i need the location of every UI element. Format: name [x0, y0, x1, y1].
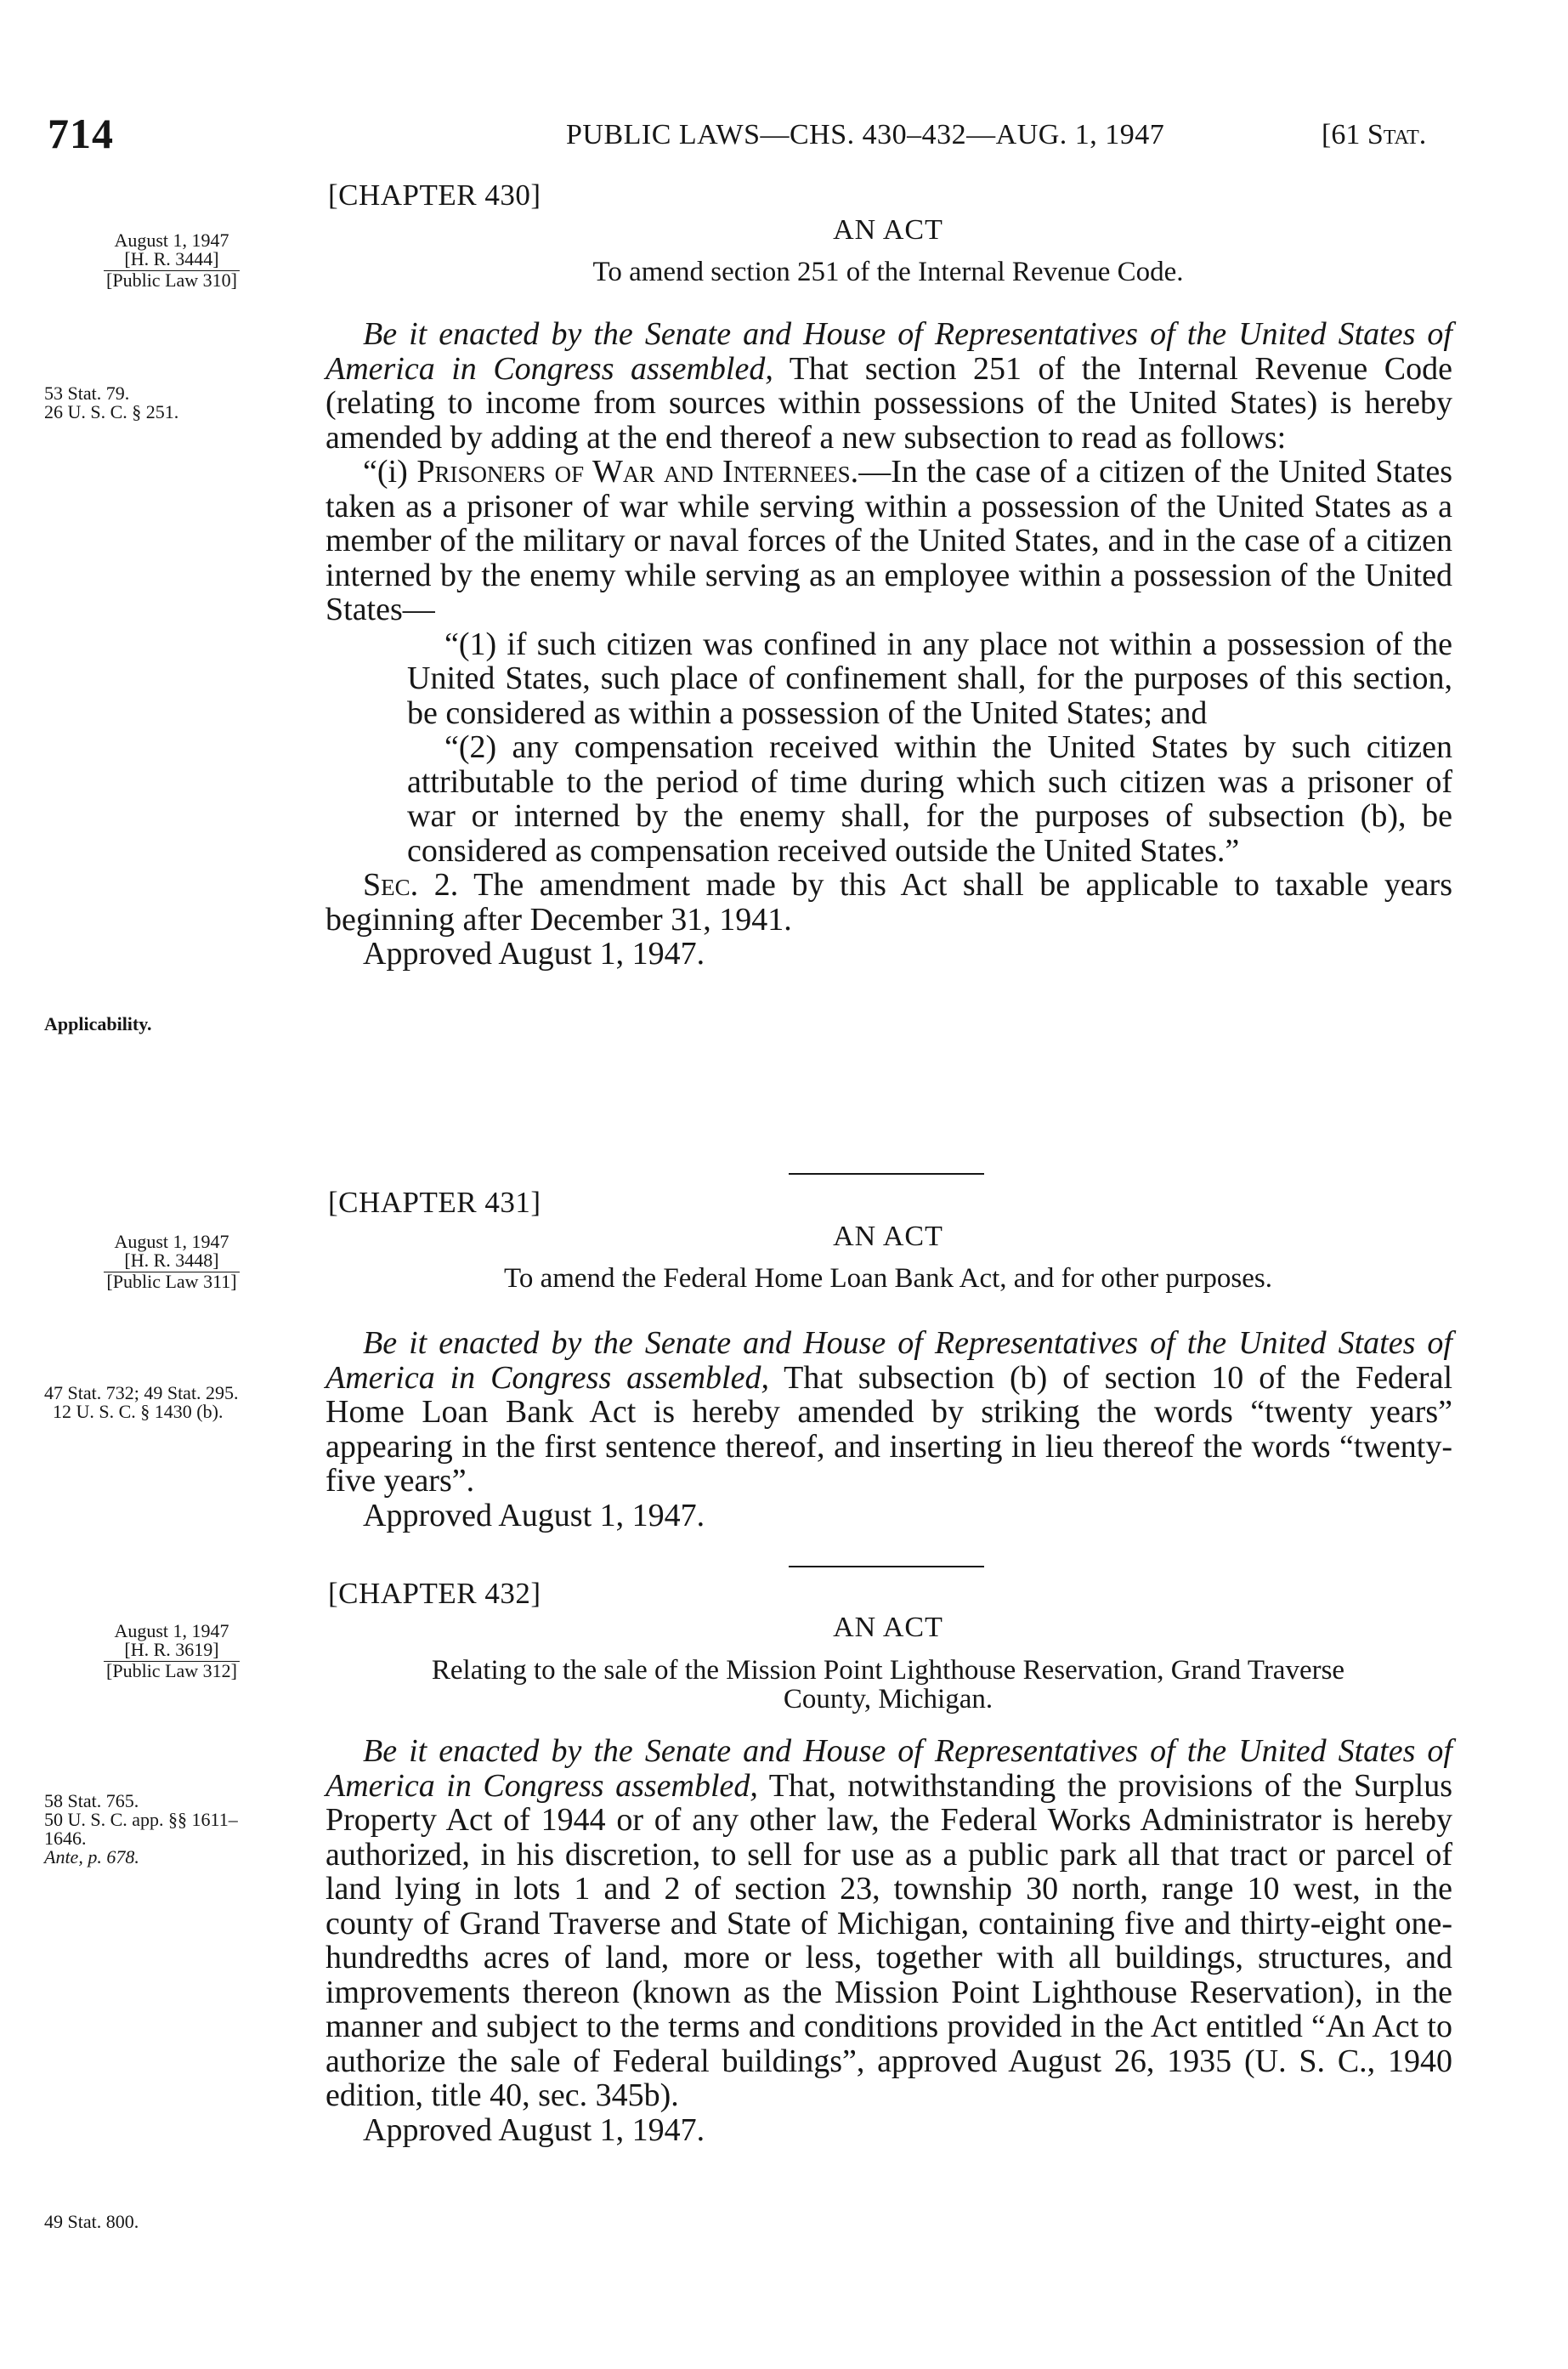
chapter-430-body	[325, 317, 1452, 972]
chapter-432-body	[325, 1734, 1452, 2147]
chapter-430-title: To amend section 251 of the Internal Revenue Code.	[592, 257, 1184, 287]
chapter-431-citations: 47 Stat. 732; 49 Stat. 295. 12 U. S. C. § 1430 (b).	[44, 1382, 239, 1422]
chapter-432-act-label: AN ACT	[833, 1612, 943, 1643]
sidenote-law: [Public Law 310]	[106, 269, 237, 291]
sidenote-law: [Public Law 311]	[106, 1271, 237, 1292]
sidenote-date: August 1, 1947	[114, 1231, 229, 1252]
chapter-431-label: [CHAPTER 431]	[328, 1186, 541, 1219]
section-divider	[789, 1566, 984, 1567]
statute-reference: [61 Stat.	[1322, 119, 1427, 150]
chapter-430-approved: Approved August 1, 1947.	[363, 936, 705, 972]
chapter-431-title: To amend the Federal Home Loan Bank Act, and for other purposes.	[503, 1263, 1273, 1294]
chapter-431-approved: Approved August 1, 1947.	[363, 1497, 705, 1533]
chapter-430-paragraph-1: Be it enacted by the Senate and House of Representatives of the United States of America in Congress assembled, That section 251 of the Internal Revenue Code (relating to income from sources within possessions of the United States) is hereby amended by adding at the end thereof a new subsection to read as follows:	[325, 316, 1452, 456]
chapter-430-act-label: AN ACT	[833, 214, 943, 246]
chapter-432-sidenote	[44, 1622, 299, 1680]
chapter-432-late-citation: 49 Stat. 800.	[44, 2211, 139, 2232]
chapter-430-paragraph-2: “(i) Prisoners of War and Internees.—In the case of a citizen of the United States taken as a prisoner of war while serving within a possession of the United States as a member of the military or naval forces of the United States, and in the case of a citizen interned by the enemy while serving as an employee within a possession of the United States—	[325, 454, 1452, 627]
chapter-432-citations: 58 Stat. 765. 50 U. S. C. app. §§ 1611–1646. Ante, p. 678.	[44, 1790, 238, 1867]
chapter-432-title: Relating to the sale of the Mission Point Lighthouse Reservation, Grand Traverse County, Michigan.	[431, 1655, 1345, 1714]
applicability-sidenote: Applicability.	[44, 1013, 152, 1034]
chapter-431-act-label: AN ACT	[833, 1221, 943, 1252]
chapter-432-label: [CHAPTER 432]	[328, 1577, 541, 1610]
chapter-430-citations: 53 Stat. 79. 26 U. S. C. § 251.	[44, 383, 179, 422]
running-head: PUBLIC LAWS—CHS. 430–432—AUG. 1, 1947	[566, 119, 1165, 150]
chapter-430-sidenote	[44, 231, 299, 290]
chapter-430-item-2: “(2) any compensation received within the United States by such citizen attributable to the period of time during which such citizen was a prisoner of war or interned by the enemy shall, for the purposes of subsection (b), be considered as compensation received outside the United States.”	[407, 729, 1452, 869]
chapter-430-section-2: Sec. 2. The amendment made by this Act shall be applicable to taxable years beginning after December 31, 1941.	[325, 867, 1452, 938]
section-divider	[789, 1173, 984, 1175]
chapter-431-sidenote	[44, 1233, 299, 1291]
sidenote-date: August 1, 1947	[114, 230, 229, 251]
sidenote-law: [Public Law 312]	[106, 1660, 237, 1681]
sidenote-bill: [H. R. 3619]	[104, 1641, 239, 1662]
chapter-431-paragraph: Be it enacted by the Senate and House of Representatives of the United States of America in Congress assembled, That subsection (b) of section 10 of the Federal Home Loan Bank Act is hereby amended by striking the words “twenty years” appearing in the first sentence thereof, and inserting in lieu thereof the words “twenty-five years”.	[325, 1325, 1452, 1499]
chapter-432-approved: Approved August 1, 1947.	[363, 2111, 705, 2148]
chapter-432-paragraph: Be it enacted by the Senate and House of Representatives of the United States of America in Congress assembled, That, notwithstanding the provisions of the Surplus Property Act of 1944 or of any other law, the Federal Works Administrator is hereby authorized, in his discretion, to sell for use as a public park all that tract or parcel of land lying in lots 1 and 2 of section 23, township 30 north, range 10 west, in the county of Grand Traverse and State of Michigan, containing five and thirty-eight one-hundredths acres of land, more or less, together with all buildings, structures, and improvements thereon (known as the Mission Point Lighthouse Reservation), in the manner and subject to the terms and conditions provided in the Act entitled “An Act to authorize the sale of Federal buildings”, approved August 26, 1935 (U. S. C., 1940 edition, title 40, sec. 345b).	[325, 1733, 1452, 2113]
sidenote-bill: [H. R. 3444]	[104, 250, 239, 271]
chapter-430-item-1: “(1) if such citizen was confined in any place not within a possession of the United States, such place of confinement shall, for the purposes of this section, be considered as within a possession of the United States; and	[407, 626, 1452, 731]
chapter-431-body	[325, 1326, 1452, 1533]
page-number: 714	[48, 110, 114, 157]
sidenote-bill: [H. R. 3448]	[104, 1251, 239, 1272]
sidenote-date: August 1, 1947	[114, 1620, 229, 1641]
chapter-430-label: [CHAPTER 430]	[328, 179, 541, 212]
